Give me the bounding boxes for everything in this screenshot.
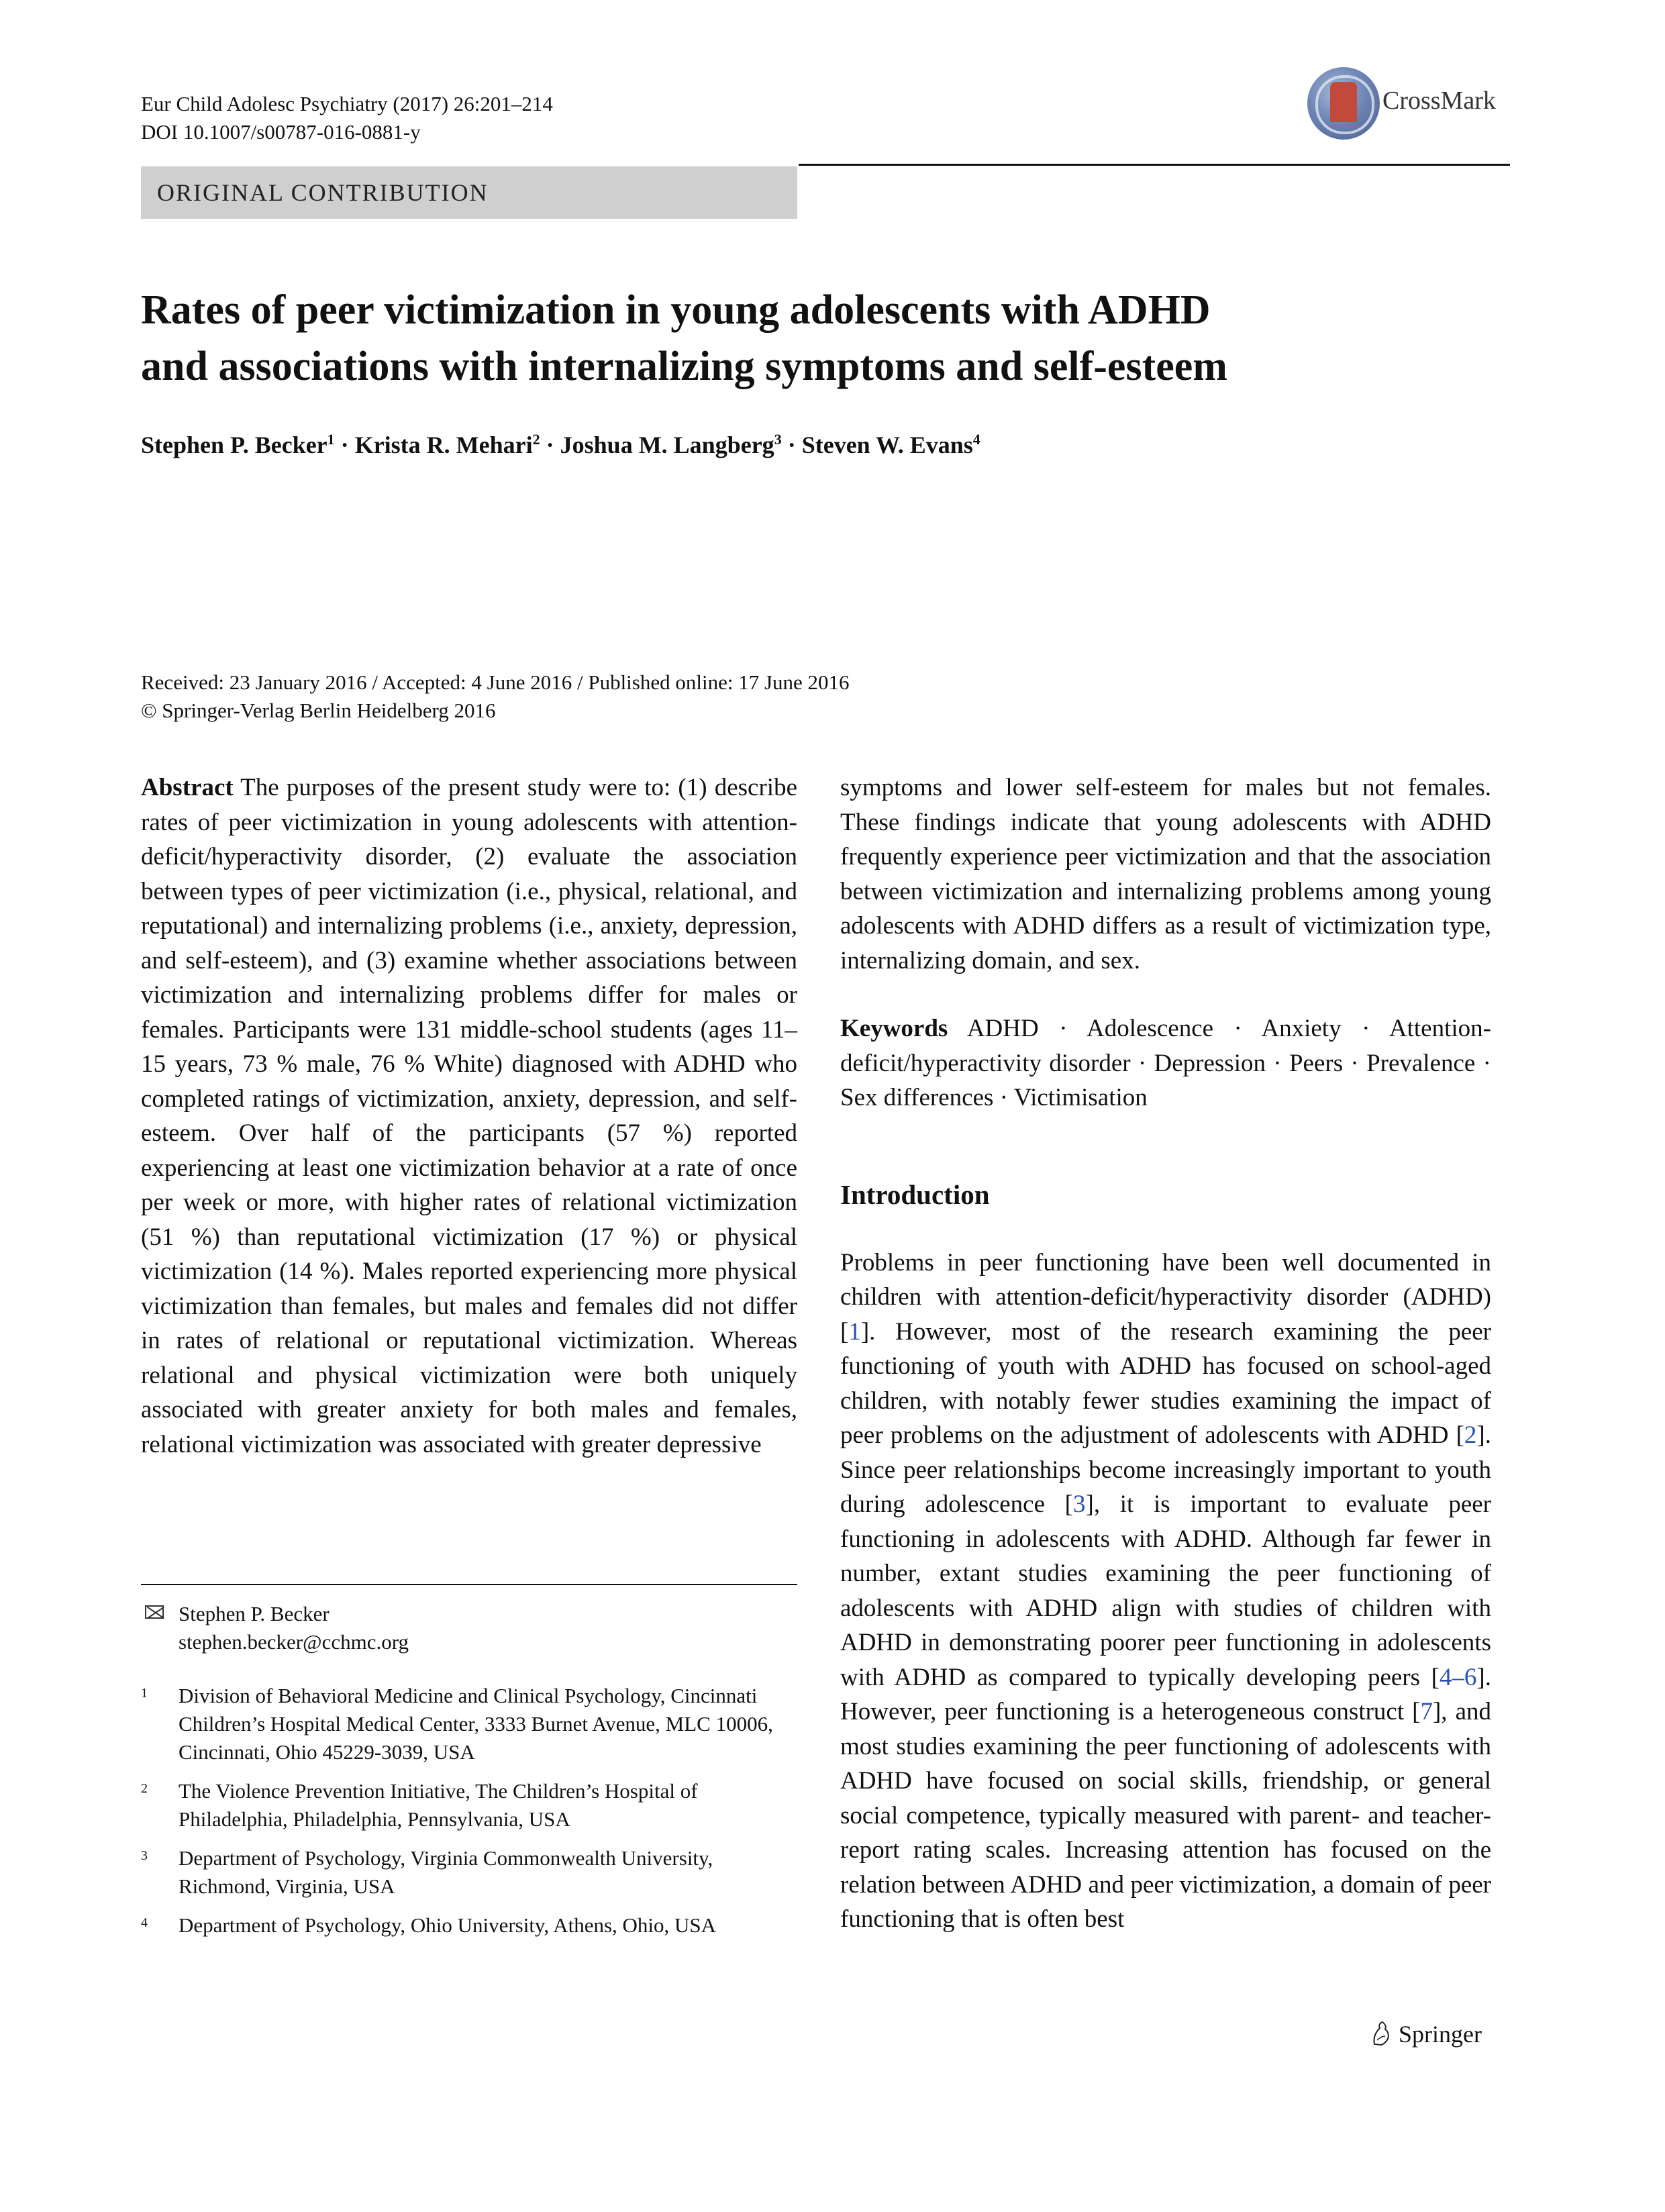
- author[interactable]: Stephen P. Becker$^1$: [141, 431, 335, 458]
- crossmark-icon: [1307, 67, 1380, 140]
- affiliation-number: 4: [141, 1915, 148, 1930]
- doi: DOI 10.1007/s00787-016-0881-y: [141, 120, 421, 144]
- copyright: © Springer-Verlag Berlin Heidelberg 2016: [141, 699, 496, 722]
- journal-citation: [141, 90, 553, 146]
- publication-dates: [141, 668, 850, 725]
- springer-horse-icon: [1369, 2020, 1393, 2047]
- affiliation-number: 1: [141, 1686, 148, 1701]
- left-column: [141, 770, 797, 1462]
- section-label: ORIGINAL CONTRIBUTION: [157, 179, 489, 206]
- publisher-name: Springer: [1399, 2021, 1482, 2048]
- springer-logo: [1369, 2017, 1517, 2052]
- citation-link[interactable]: 4–6: [1439, 1663, 1477, 1691]
- crossmark-label: CrossMark: [1382, 87, 1496, 115]
- footnote-rule: [141, 1584, 797, 1585]
- citation-link[interactable]: 7: [1420, 1698, 1433, 1725]
- corresponding-name: Stephen P. Becker: [179, 1602, 330, 1625]
- journal-name: Eur Child Adolesc Psychiatry (2017) 26:201–214: [141, 92, 553, 115]
- citation-link[interactable]: 3: [1073, 1491, 1086, 1518]
- affiliation-number: 3: [141, 1848, 148, 1863]
- title-line-2: and associations with internalizing symptoms and self-esteem: [141, 344, 1227, 389]
- abstract-text: The purposes of the present study were to: (1) describe rates of peer victimization in young adolescents with attention-deficit/hyperactivity disorder, (2) evaluate the association between types of peer victimization (i.e., physical, relational, and reputational) and internalizing problems (i.e., anxiety, depression, and self-esteem), and (3) examine whether associations between victimization and internalizing problems differ for males or females. Participants were 131 middle-school students (ages 11–15 years, 73 % male, 76 % White) diagnosed with ADHD who completed ratings of victimization, anxiety, depression, and self-esteem. Over half of the participants (57 %) reported experiencing at least one victimization behavior at a rate of once per week or more, with higher rates of relational victimization (51 %) than reputational victimization (17 %) or physical victimization (14 %). Males reported experiencing more physical victimization than females, but males and females did not differ in rates of relational or reputational victimization. Whereas relational and physical victimization were both uniquely associated with greater anxiety for both males and females, relational victimization was associated with greater depressive: [141, 774, 797, 1458]
- author[interactable]: Krista R. Mehari$^2$: [354, 431, 540, 458]
- affiliation-text: Department of Psychology, Ohio University, Athens, Ohio, USA: [179, 1913, 717, 1937]
- keywords-heading: Keywords: [840, 1015, 948, 1042]
- introduction-paragraph: Problems in peer functioning have been well documented in children with attention-deficit/hyperactivity disorder (ADHD) [1]. However, most of the research examining the peer functioning of youth with ADHD has focused on school-aged children, with notably fewer studies examining the impact of peer problems on the adjustment of adolescents with ADHD [2]. Since peer relationships become increasingly important to youth during adolescence [3], it is important to evaluate peer functioning in adolescents with ADHD. Although far fewer in number, extant studies examining the peer functioning of adolescents with ADHD align with studies of children with ADHD in demonstrating poorer peer functioning in adolescents with ADHD as compared to typically developing peers [4–6]. However, peer functioning is a heterogeneous construct [7], and most studies examining the peer functioning of adolescents with ADHD have focused on social skills, friendship, or general social competence, typically measured with parent- and teacher-report rating scales. Increasing attention has focused on the relation between ADHD and peer victimization, a domain of peer functioning that is often best: [840, 1248, 1491, 1933]
- abstract: [141, 770, 797, 1462]
- affiliation-number: 2: [141, 1781, 148, 1796]
- introduction-heading: Introduction: [840, 1178, 990, 1210]
- abstract-continuation: symptoms and lower self-esteem for males but not females. These findings indicate that young adolescents with ADHD frequently experience peer victimization and that the association between victimization and internalizing problems among young adolescents with ADHD differs as a result of victimization type, internalizing domain, and sex.: [840, 774, 1491, 974]
- title-line-1: Rates of peer victimization in young adolescents with ADHD: [141, 287, 1211, 333]
- right-column: [840, 770, 1491, 1937]
- keywords-text: ADHD · Adolescence · Anxiety · Attention-deficit/hyperactivity disorder · Depression · Peers · Prevalence · Sex differences · Victimisation: [840, 1015, 1491, 1111]
- citation-link[interactable]: 1: [848, 1317, 861, 1346]
- affiliation-text: Division of Behavioral Medicine and Clinical Psychology, Cincinnati Children’s Hospital Medical Center, 3333 Burnet Avenue, MLC 10006, Cincinnati, Ohio 45229-3039, USA: [179, 1684, 773, 1764]
- author-separator: ·: [334, 432, 355, 458]
- author-list: [141, 431, 1510, 459]
- corresponding-email[interactable]: stephen.becker@cchmc.org: [179, 1630, 409, 1654]
- author-separator: ·: [540, 432, 560, 458]
- keywords: [840, 1011, 1491, 1115]
- section-band: [141, 166, 797, 219]
- article-title: [141, 282, 1510, 395]
- crossmark-badge[interactable]: [1307, 67, 1509, 140]
- abstract-heading: Abstract: [141, 774, 234, 801]
- affiliation-text: The Violence Prevention Initiative, The Children’s Hospital of Philadelphia, Philadelphia, Pennsylvania, USA: [179, 1779, 698, 1831]
- author[interactable]: Steven W. Evans$^4$: [801, 431, 980, 458]
- history-dates: Received: 23 January 2016 / Accepted: 4 June 2016 / Published online: 17 June 2016: [141, 670, 850, 694]
- author[interactable]: Joshua M. Langberg$^3$: [560, 431, 782, 458]
- author-separator: ·: [781, 432, 802, 458]
- header-rule: [799, 164, 1510, 166]
- affiliation-text: Department of Psychology, Virginia Commonwealth University, Richmond, Virginia, USA: [179, 1846, 713, 1898]
- citation-link[interactable]: 2: [1464, 1421, 1477, 1449]
- envelope-icon: [145, 1605, 164, 1619]
